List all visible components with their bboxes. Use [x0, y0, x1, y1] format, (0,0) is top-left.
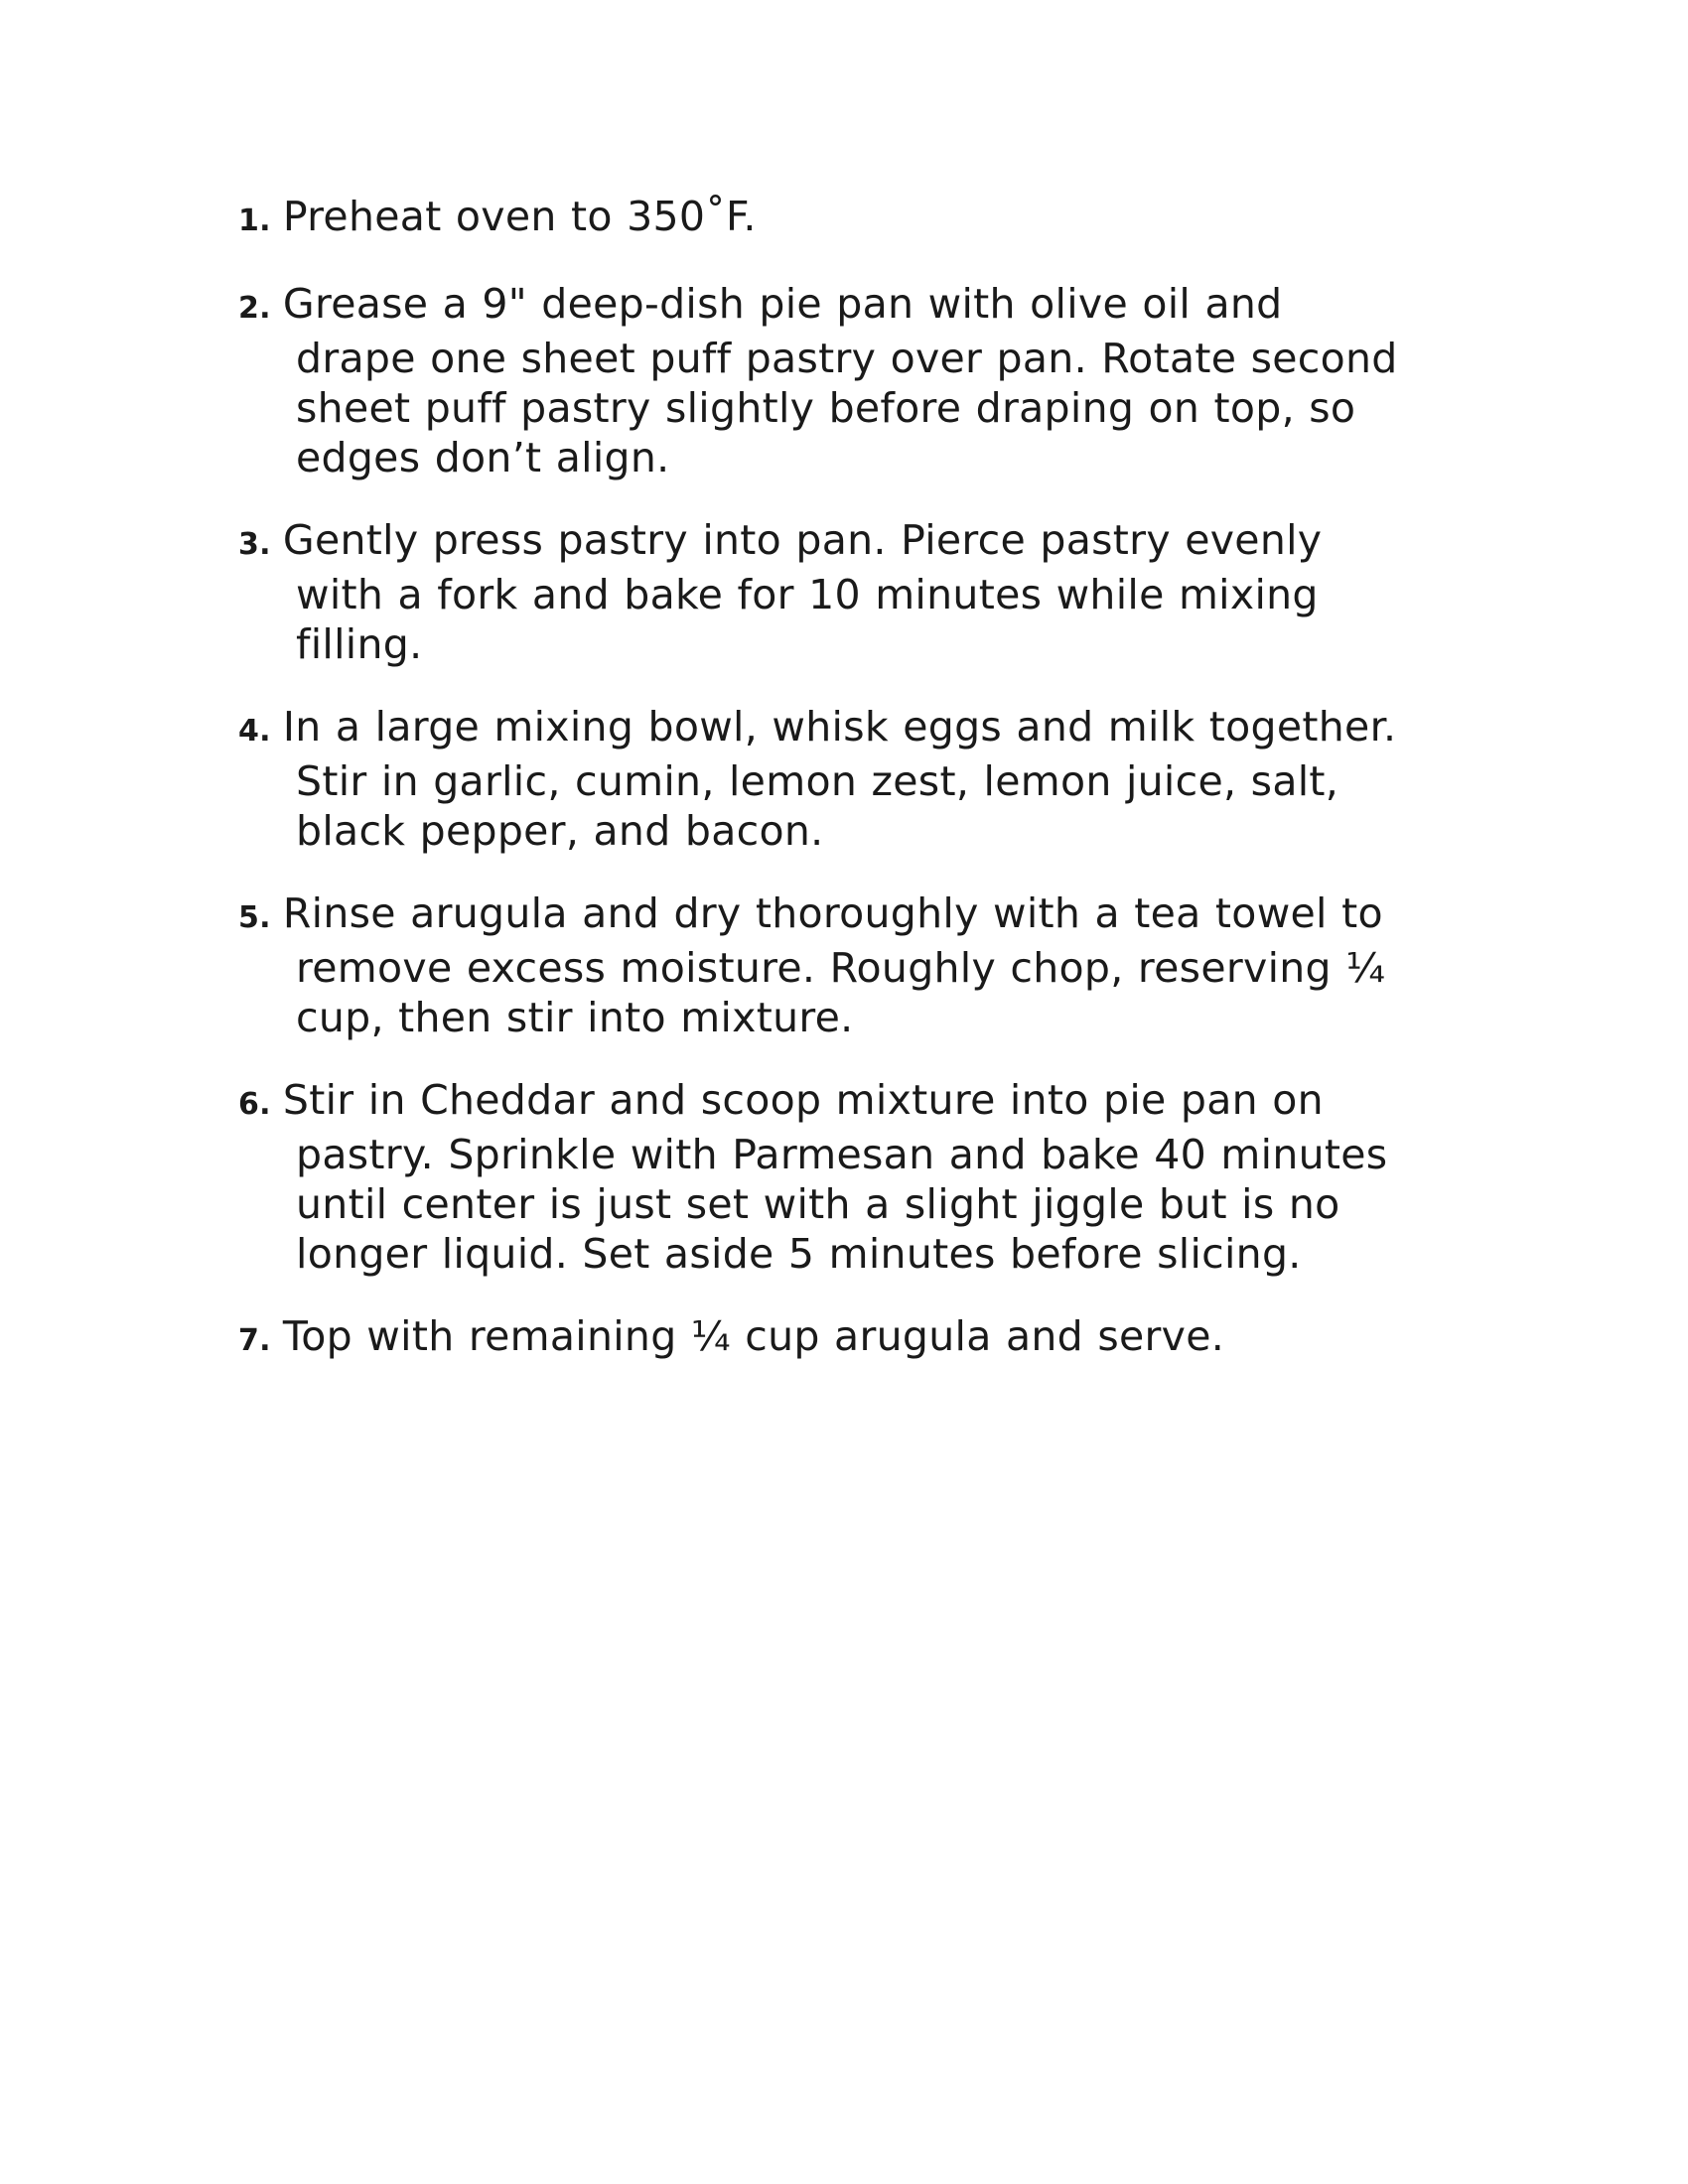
step-number: 7.: [238, 1323, 271, 1358]
step-text-line: drape one sheet puff pastry over pan. Rotate second: [296, 335, 1398, 382]
step-text-line: Stir in Cheddar and scoop mixture into pie pan on: [282, 1076, 1324, 1124]
step-number: 4.: [238, 714, 271, 749]
step-6: [238, 1075, 1479, 1279]
step-text-line: with a fork and bake for 10 minutes while mixing: [296, 571, 1319, 618]
step-text-line: filling.: [296, 620, 423, 668]
step-text-line: Gently press pastry into pan. Pierce pastry evenly: [282, 516, 1323, 564]
step-number: 6.: [238, 1087, 271, 1122]
step-text-line: Top with remaining ¼ cup arugula and serve.: [282, 1312, 1225, 1360]
step-7: [238, 1311, 1479, 1366]
step-text-line: In a large mixing bowl, whisk eggs and milk together.: [282, 703, 1397, 751]
step-1: [238, 192, 1479, 246]
step-text-line: Stir in garlic, cumin, lemon zest, lemon juice, salt,: [296, 757, 1339, 805]
step-number: 5.: [238, 900, 271, 935]
step-number: 3.: [238, 527, 271, 562]
step-4: [238, 702, 1479, 856]
step-text-line: Grease a 9" deep-dish pie pan with olive oil and: [282, 280, 1283, 328]
recipe-steps-list: [238, 192, 1479, 1399]
step-5: [238, 888, 1479, 1042]
step-text-line: Preheat oven to 350˚F.: [282, 193, 757, 240]
step-text-line: cup, then stir into mixture.: [296, 994, 854, 1041]
step-text-line: black pepper, and bacon.: [296, 807, 824, 855]
step-text-line: longer liquid. Set aside 5 minutes before slicing.: [296, 1230, 1302, 1278]
step-number: 1.: [238, 204, 271, 238]
step-text-line: until center is just set with a slight jiggle but is no: [296, 1180, 1340, 1228]
step-text-line: Rinse arugula and dry thoroughly with a tea towel to: [282, 889, 1383, 937]
step-number: 2.: [238, 291, 271, 326]
step-3: [238, 515, 1479, 669]
step-2: [238, 279, 1479, 482]
step-text-line: sheet puff pastry slightly before draping on top, so: [296, 384, 1356, 432]
step-text-line: pastry. Sprinkle with Parmesan and bake 40 minutes: [296, 1131, 1388, 1178]
step-text-line: edges don’t align.: [296, 434, 670, 481]
step-text-line: remove excess moisture. Roughly chop, reserving ¼: [296, 944, 1386, 992]
